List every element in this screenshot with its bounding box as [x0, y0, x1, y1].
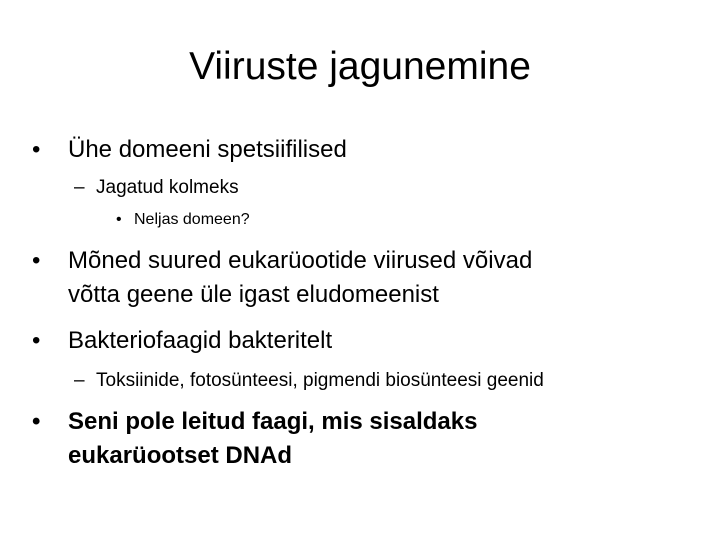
sub-bullet-item-1 [74, 174, 239, 202]
bullet-marker: • [32, 327, 41, 354]
bullet-text-line-2: võtta geene üle igast eludomeenist [68, 281, 439, 308]
bullet-marker: • [32, 247, 41, 274]
dash-marker: – [74, 177, 85, 198]
bullet-text-line-2: eukarüootset DNAd [68, 442, 293, 469]
dash-marker: – [74, 370, 85, 391]
slide-title: Viiruste jagunemine [189, 45, 531, 88]
bullet-item-2 [32, 244, 532, 312]
bullet-marker: • [32, 136, 41, 163]
bullet-marker: • [32, 408, 41, 435]
bullet-item-4 [32, 405, 477, 473]
sub-sub-bullet-item-1 [116, 208, 250, 232]
sub-sub-bullet-text: Neljas domeen? [134, 211, 250, 228]
bullet-text: Ühe domeeni spetsiifilised [68, 136, 347, 163]
sub-bullet-item-2 [74, 367, 544, 395]
bullet-text-line-1: Mõned suured eukarüootide viirused võivad [68, 247, 533, 274]
bullet-text-line-1: Seni pole leitud faagi, mis sisaldaks [68, 408, 478, 435]
sub-bullet-text: Toksiinide, fotosünteesi, pigmendi biosünteesi geenid [96, 370, 544, 391]
bullet-text: Bakteriofaagid bakteritelt [68, 327, 333, 354]
sub-bullet-text: Jagatud kolmeks [96, 177, 239, 198]
bullet-item-1 [32, 133, 347, 167]
bullet-marker: • [116, 211, 122, 228]
bullet-item-3 [32, 324, 332, 358]
